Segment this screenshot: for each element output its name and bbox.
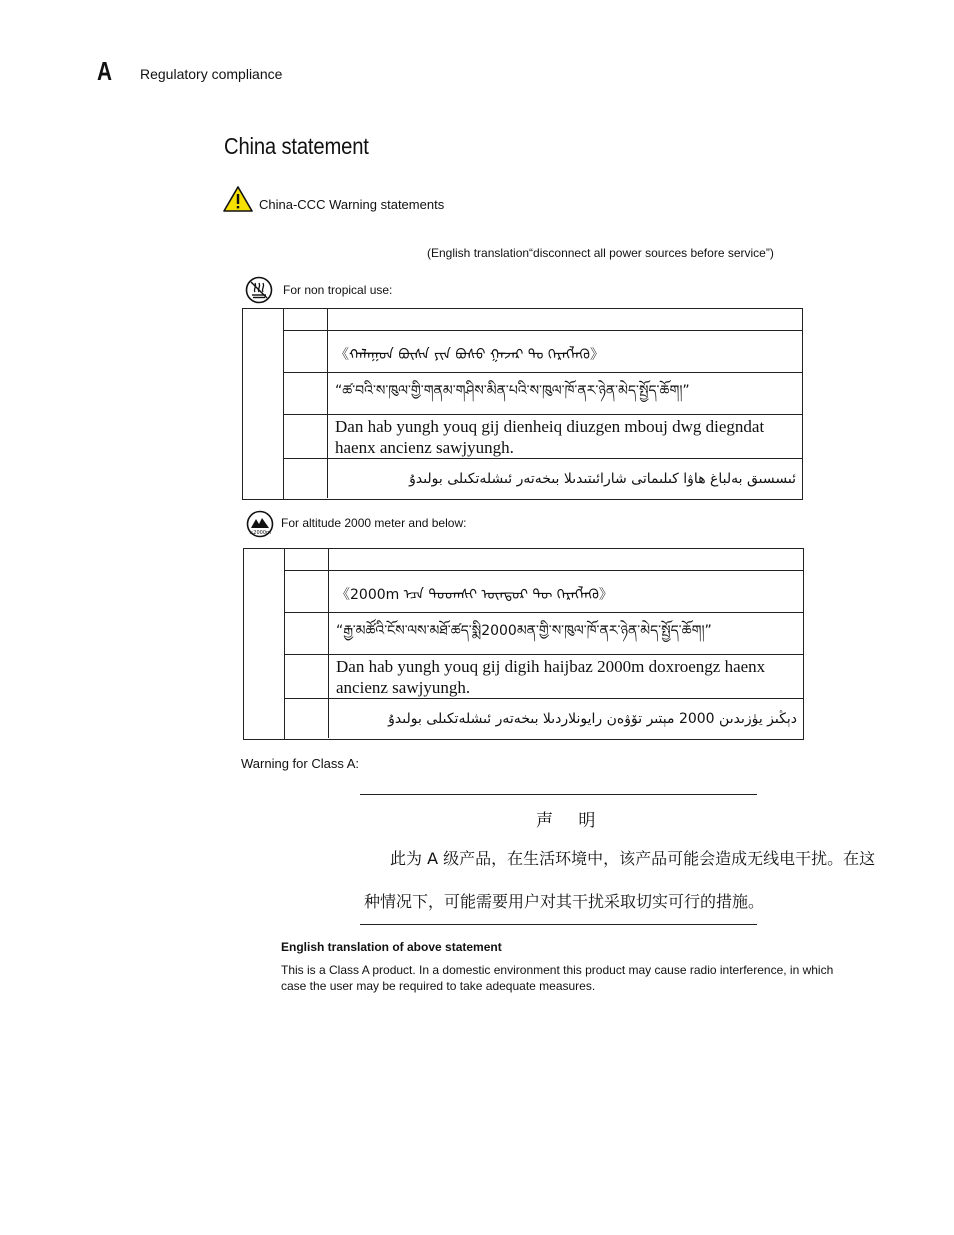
table-column — [243, 309, 284, 499]
table-row — [284, 655, 803, 699]
zhuang-text: Dan hab yungh youq gij dienheiq diuzgen mbouj dwg diegndat haenx ancienz sawjyungh. — [335, 416, 765, 457]
warning-triangle-icon — [223, 186, 253, 212]
altitude-label: For altitude 2000 meter and below: — [281, 516, 467, 530]
chinese-statement-line-2: 种情况下，可能需要用户对其干扰采取切实可行的措施。 — [364, 892, 765, 911]
table-row — [284, 613, 803, 655]
non-tropical-table — [242, 308, 803, 500]
english-translation-heading: English translation of above statement — [281, 940, 502, 954]
non-tropical-icon — [245, 276, 273, 304]
translation-note: (English translation“disconnect all power sources before service”) — [427, 246, 774, 260]
table-row — [284, 549, 803, 571]
table-row — [284, 699, 803, 738]
table-row — [284, 571, 803, 613]
class-a-label: Warning for Class A: — [241, 756, 360, 771]
altitude-icon — [246, 510, 274, 538]
svg-text:≤2000m: ≤2000m — [249, 530, 271, 536]
divider — [360, 924, 757, 925]
zhuang-text: Dan hab yungh youq gij digih haijbaz 2000m doxroengz haenx ancienz sawjyungh. — [336, 656, 766, 697]
english-translation-body: This is a Class A product. In a domestic environment this product may cause radio interference, in which case the user may be required to take adequate measures. — [281, 963, 834, 993]
divider — [360, 794, 757, 795]
table-row — [283, 459, 802, 498]
running-head: Regulatory compliance — [140, 66, 283, 82]
table-row — [283, 373, 802, 415]
table-row — [283, 331, 802, 373]
table-row — [283, 415, 802, 459]
tibetan-text: “ཚ་བའི་ས་ཁུལ་གྱི་གནམ་གཤིས་མིན་པའི་ས་ཁུལ་ཁོ་ནར་ཉེན་མེད་སྤྱོད་ཆོག།” — [335, 382, 690, 399]
tibetan-text: “རྒྱ་མཚོའི་ངོས་ལས་མཐོ་ཚད་སྨི2000མན་གྱི་ས་ཁུལ་ཁོ་ནར་ཉེན་མེད་སྤྱོད་ཆོག།” — [336, 622, 712, 639]
appendix-letter: A — [97, 56, 113, 86]
chinese-statement-line-1: 此为 A 级产品，在生活环境中，该产品可能会造成无线电干扰。在这 — [390, 849, 876, 868]
non-tropical-label: For non tropical use: — [283, 283, 393, 297]
uyghur-text: ئىسسىق بەلباغ ھاۋا كىلىماتى شارائىتىدىلا بىخەتەر ئىشلەتكىلى بولىدۇ — [409, 470, 796, 487]
table-row — [283, 309, 802, 331]
table-column — [244, 549, 285, 739]
mongolian-text: 《2000m ᠡᠴᠡ ᠳᠣᠣᠭᠰᠢ ᠥᠨᠳᠥᠷ ᠲᠦ ᠬᠡᠷᠡᠭᠯᠡᠬᠦ》 — [336, 586, 613, 603]
section-title: China statement — [224, 133, 369, 159]
uyghur-text: دېڭىز يۈزىدىن 2000 مېتىر تۆۋەن رايونلاردىلا بىخەتەر ئىشلەتكىلى بولىدۇ — [388, 710, 797, 727]
warning-label: China-CCC Warning statements — [259, 197, 445, 212]
mongolian-text: 《ᠬᠠᠯᠠᠭᠤᠨ ᠪᠦᠰᠡ ᠶᠢᠨ ᠪᠤᠰᠤ ᠭᠠᠵᠠᠷ ᠲᠤ ᠬᠡᠷᠡᠭᠯᠡᠬᠦ》 — [335, 346, 604, 363]
altitude-table — [243, 548, 804, 740]
chinese-heading: 声 明 — [536, 811, 606, 831]
